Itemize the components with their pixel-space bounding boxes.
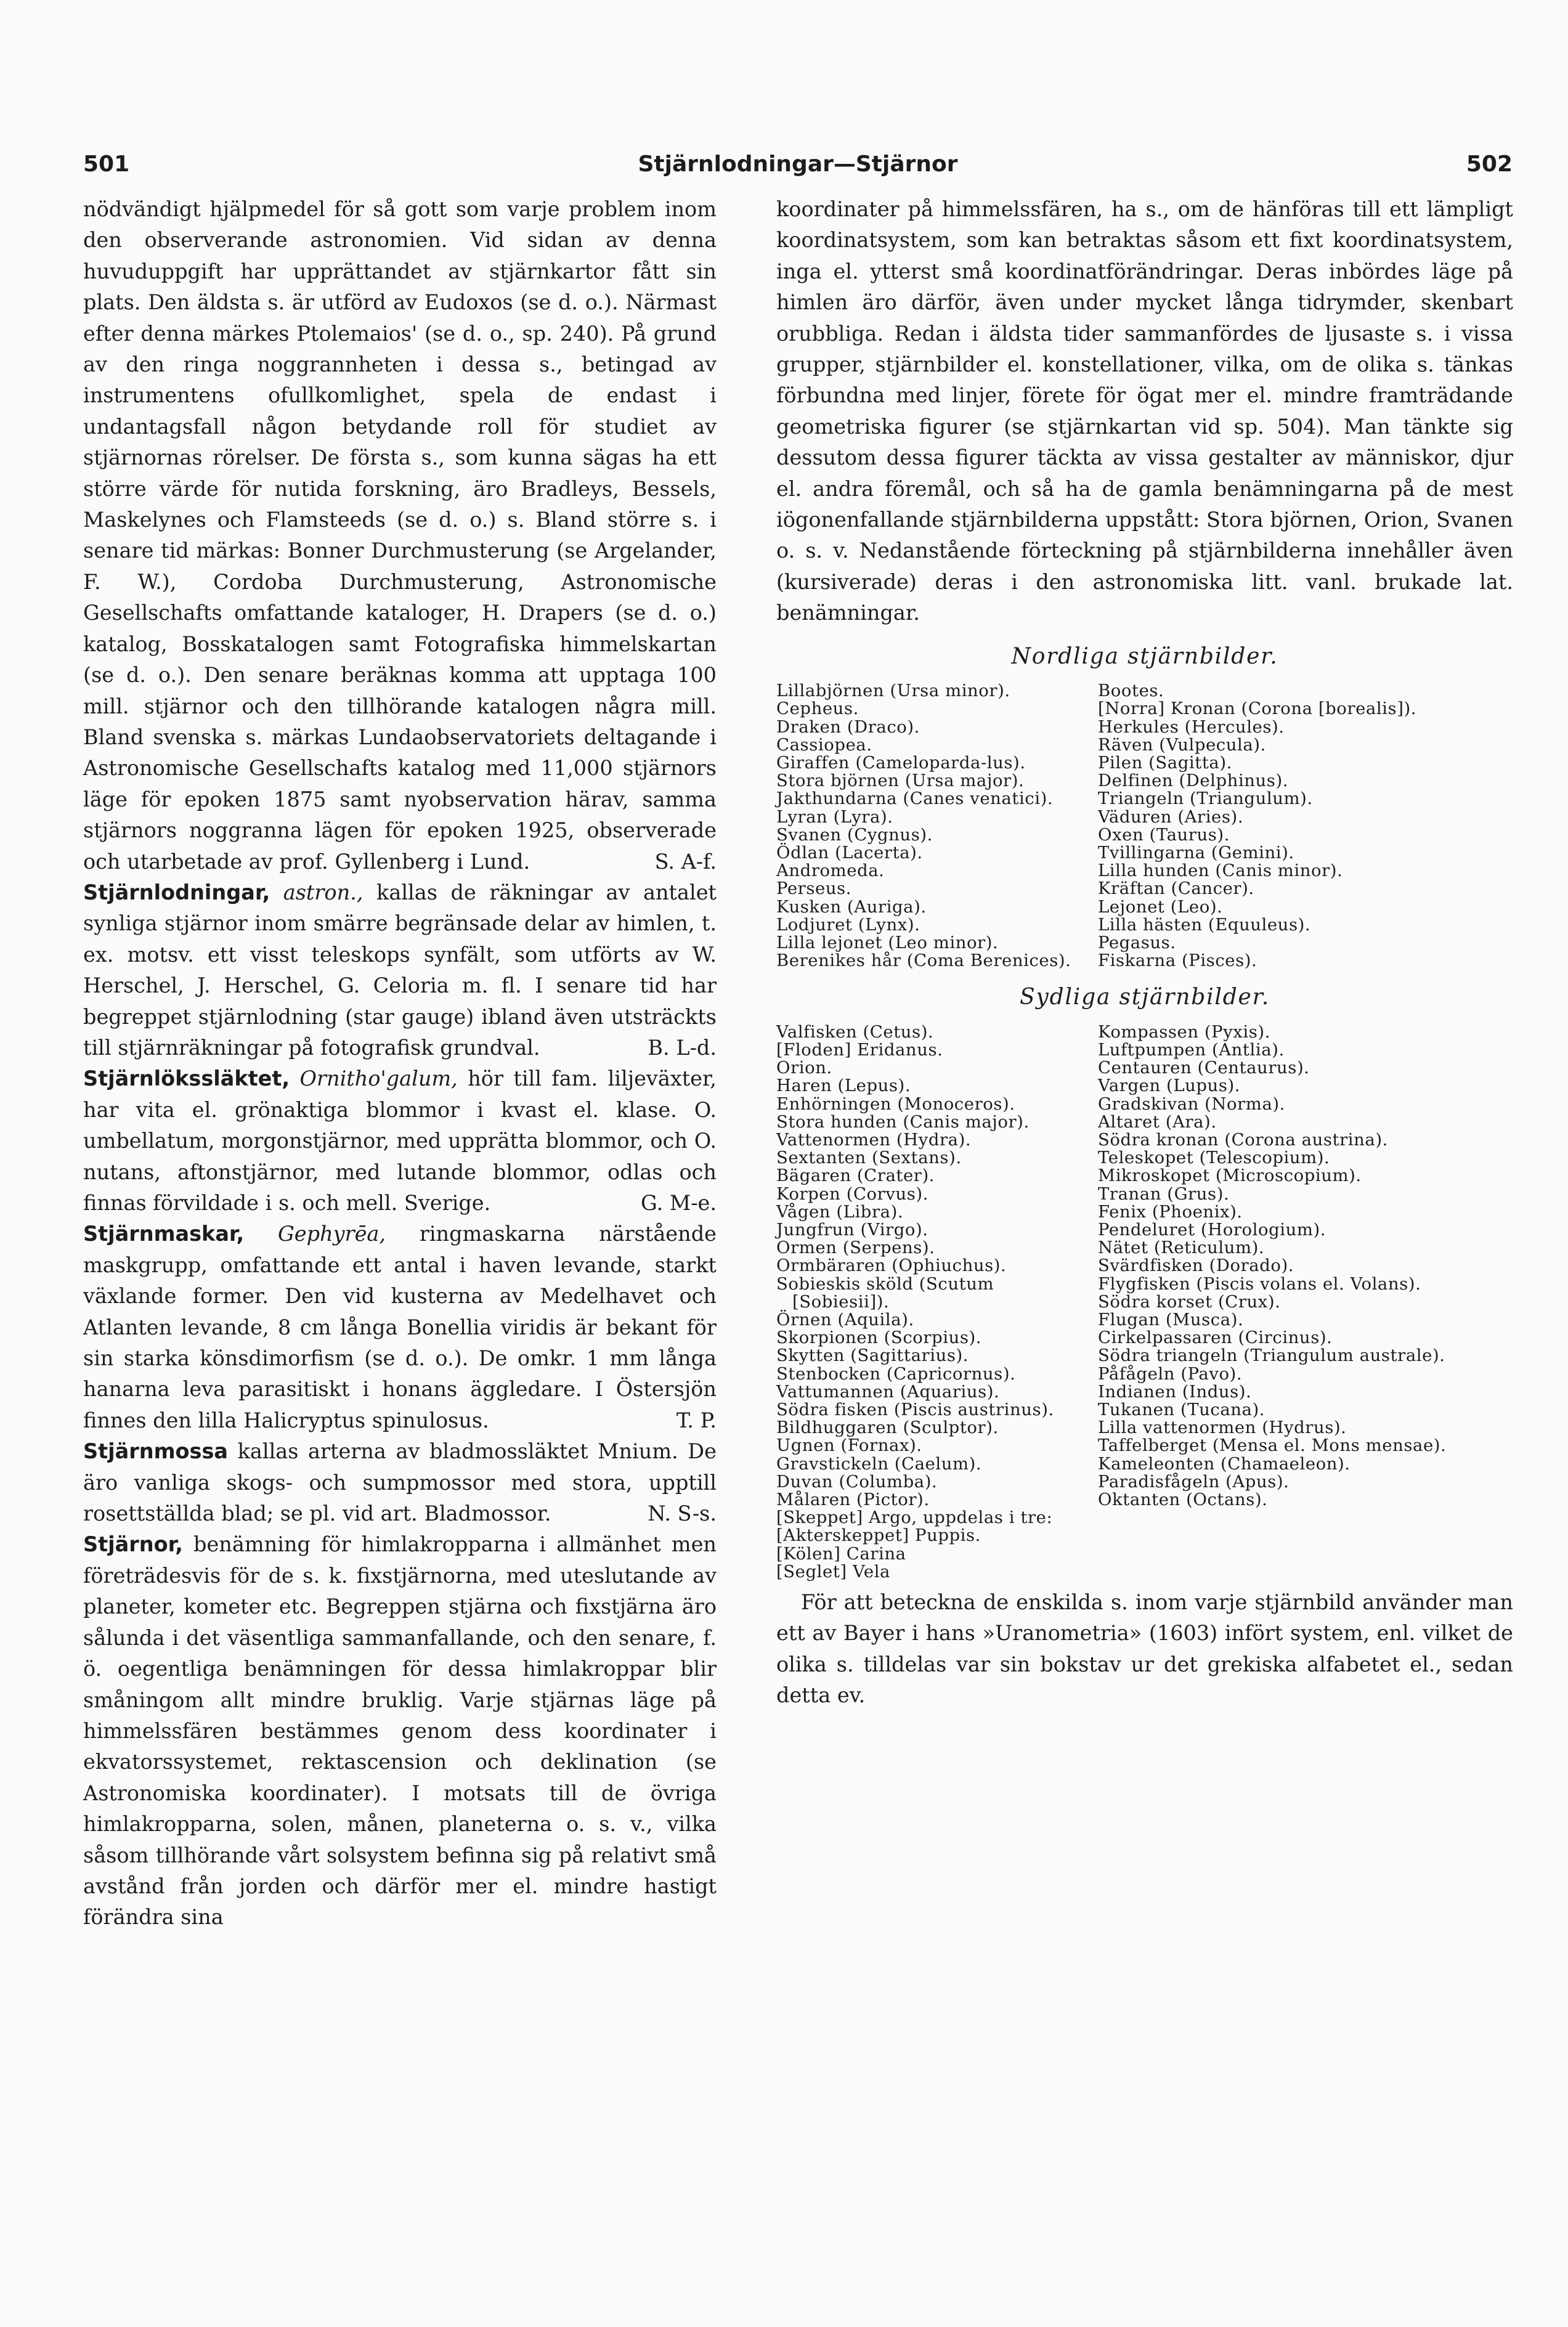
constellation-item: Sobieskis sköld (Scutum [Sobiesii]). (776, 1273, 994, 1312)
constellation-item: Mikroskopet (Microscopium). (1098, 1166, 1362, 1186)
constellation-item: Paradisfågeln (Apus). (1098, 1471, 1290, 1492)
constellation-item: Påfågeln (Pavo). (1098, 1363, 1243, 1384)
constellation-item: Kräftan (Cancer). (1098, 879, 1254, 899)
constellation-item: Tukanen (Tucana). (1098, 1400, 1265, 1420)
entry-text: kallas de räkningar av antalet synliga stjärnor inom smärre begränsade delar av himlen, t. ex. motsv. ett visst teleskops synfält, som utförts av W. Herschel, J. Herschel, G. Celoria m. fl. I senare tid har begreppet stjärnlodning (star gauge) ibland även utsträckts till stjärnräkningar på fotografisk grundval. (83, 880, 717, 1060)
constellation-item: Vågen (Libra). (776, 1201, 904, 1222)
constellation-item: Bildhuggaren (Sculptor). (776, 1418, 999, 1438)
constellation-item: Lejonet (Leo). (1098, 896, 1223, 917)
southern-caption: Sydliga stjärnbilder. (1020, 985, 1270, 1010)
constellation-item: Ugnen (Fornax). (776, 1436, 922, 1456)
northern-caption: Nordliga stjärnbilder. (1011, 643, 1278, 669)
constellation-item: Örnen (Aquila). (776, 1310, 914, 1330)
constellation-item: Flugan (Musca). (1098, 1310, 1244, 1330)
southern-left-list (776, 1023, 1077, 1581)
entry-stjarnmaskar (83, 1219, 717, 1436)
constellation-item: Orion. (776, 1058, 832, 1078)
page-header (83, 145, 1513, 182)
constellation-item: Södra kronan (Corona austrina). (1098, 1129, 1388, 1150)
entry-text: ringmaskarna närstående maskgrupp, omfattande ett antal i haven levande, starkt växlande former. Den vid kusterna av Medelhavet och Atlanten levande, 8 cm långa Bonellia viridis är bekant för sin starka könsdimorfism (se d. o.). De omkr. 1 mm långa hanarna leva parasitiskt i honans äggledare. I Östersjön finnes den lilla Halicryptus spinulosus. (83, 1222, 717, 1432)
constellation-item: [Akterskeppet] Puppis. (776, 1525, 981, 1546)
constellation-item: Flygfisken (Piscis volans el. Volans). (1098, 1273, 1421, 1294)
right-column (776, 194, 1513, 1712)
constellation-item: Tranan (Grus). (1098, 1184, 1230, 1204)
southern-constellations (776, 1023, 1513, 1581)
running-title: Stjärnlodningar—Stjärnor (638, 152, 958, 177)
entry-headword: Stjärnmossa (83, 1439, 229, 1464)
constellation-item: Fiskarna (Pisces). (1098, 951, 1257, 971)
constellation-item: Vattumannen (Aquarius). (776, 1381, 1000, 1402)
southern-right-list (1098, 1023, 1513, 1581)
constellation-item: Pendeluret (Horologium). (1098, 1219, 1326, 1240)
constellation-item: Teleskopet (Telescopium). (1098, 1148, 1330, 1168)
constellation-item: Cepheus. (776, 699, 859, 719)
constellation-item: Ormen (Serpens). (776, 1238, 935, 1258)
constellation-item: Kusken (Auriga). (776, 896, 927, 917)
constellation-item: Draken (Draco). (776, 717, 920, 737)
constellation-item: Räven (Vulpecula). (1098, 734, 1266, 755)
constellation-item: Duvan (Columba). (776, 1471, 938, 1492)
signature: B. L-d. (648, 1035, 717, 1060)
constellation-item: Oxen (Taurus). (1098, 824, 1230, 845)
northern-left-list (776, 682, 1077, 970)
constellation-item: Indianen (Indus). (1098, 1381, 1252, 1402)
entry-headword: Stjärnlodningar, (83, 880, 270, 904)
constellation-item: Södra fisken (Piscis austrinus). (776, 1400, 1054, 1420)
constellation-item: Oktanten (Octans). (1098, 1490, 1268, 1510)
constellation-item: Väduren (Aries). (1098, 806, 1244, 827)
constellation-item: Triangeln (Triangulum). (1098, 789, 1313, 809)
constellation-item: Luftpumpen (Antlia). (1098, 1039, 1285, 1060)
constellation-item: Lilla hästen (Equuleus). (1098, 914, 1311, 935)
left-column (83, 194, 717, 1933)
constellation-item: Svärdfisken (Dorado). (1098, 1256, 1294, 1276)
constellation-item: Lilla lejonet (Leo minor). (776, 932, 999, 952)
constellation-item: Målaren (Pictor). (776, 1490, 930, 1510)
constellation-item: Sextanten (Sextans). (776, 1148, 962, 1168)
constellation-item: Haren (Lepus). (776, 1076, 911, 1096)
entry-headword: Stjärnlökssläktet, (83, 1066, 290, 1091)
constellation-item: Kameleonten (Chamaeleon). (1098, 1453, 1351, 1474)
constellation-item: Korpen (Corvus). (776, 1184, 928, 1204)
constellation-item: Jungfrun (Virgo). (776, 1219, 928, 1240)
constellation-item: Lillabjörnen (Ursa minor). (776, 681, 1010, 701)
intro-text: nödvändigt hjälpmedel för så gott som varje problem inom den observerande astronomien. Vid sidan av denna huvuduppgift har upprättandet av stjärnkartor fått sin plats. Den äldsta s. är utförd av Eudoxos (se d. o.). Närmast efter denna märkes Ptolemaios' (se d. o., sp. 240). På grund av den ringa noggrannheten i dessa s., betingad av instrumentens ofullkomlighet, spela de endast i undantagsfall någon betydande roll för studiet av stjärnornas rörelser. De första s., som kunna sägas ha ett större värde för nutida forskning, äro Bradleys, Bessels, Maskelynes och Flamsteeds (se d. o.) s. Bland större s. i senare tid märkas: Bonner Durchmusterung (se Argelander, F. W.), Cordoba Durchmusterung, Astronomische Gesellschafts omfattande kataloger, H. Drapers (se d. o.) katalog, Bosskatalogen samt Fotografiska himmelskartan (se d. o.). Den senare beräknas komma att upptaga 100 mill. stjärnor och den tillhörande katalogen några mill. Bland svenska s. märkas Lundaobservatoriets deltagande i Astronomische Gesellschafts katalog med 11,000 stjärnors läge för epoken 1875 samt nyobservation härav, samma stjärnors noggranna lägen för epoken 1925, observerade och utarbetade av prof. Gyllenberg i Lund. (83, 197, 717, 874)
northern-right-list (1098, 682, 1513, 970)
constellation-item: Stora hunden (Canis major). (776, 1111, 1030, 1132)
constellation-item: [Seglet] Vela (776, 1561, 890, 1582)
entry-stjarnor (83, 1529, 717, 1933)
constellation-item: Altaret (Ara). (1098, 1111, 1217, 1132)
right-intro-paragraph: koordinater på himmelssfären, ha s., om de hänföras till ett lämpligt koordinatsystem, som kan betraktas såsom ett fixt koordinatsystem, inga el. ytterst små koordinatförändringar. Deras inbördes läge på himlen äro därför, även under mycket långa tidrymder, skenbart orubbliga. Redan i äldsta tider sammanfördes de ljusaste s. i vissa grupper, stjärnbilder el. konstellationer, vilka, om de olika s. tänkas förbundna med linjer, förete för ögat mer el. mindre framträdande geometriska figurer (se stjärnkartan vid sp. 504). Man tänkte sig dessutom dessa figurer täckta av vissa gestalter av människor, djur el. andra föremål, och så ha de gamla benämningarna på de mest iögonenfallande stjärnbilderna uppstått: Stora björnen, Orion, Svanen o. s. v. Nedanstående förteckning på stjärnbilderna innehåller även (kursiverade) deras i den astronomiska litt. vanl. brukade lat. benämningar. (776, 197, 1513, 625)
constellation-item: Cirkelpassaren (Circinus). (1098, 1328, 1333, 1348)
entry-headword: Stjärnor, (83, 1532, 183, 1557)
entry-subhead: astron., (283, 880, 364, 904)
constellation-item: Ödlan (Lacerta). (776, 842, 923, 863)
entry-text: kallas arterna av bladmossläktet Mnium. De äro vanliga skogs- och sumpmossor med stora, upptill rosettställda blad; se pl. vid art. Bladmossor. (83, 1439, 717, 1526)
entry-text: benämning för himlakropparna i allmänhet men företrädesvis för de s. k. fixstjärnorna, med uteslutande av planeter, kometer etc. Begreppen stjärna och fixstjärna äro sålunda i det väsentliga sammanfallande, och den senare, f. ö. oegentliga benämningen för dessa himlakroppar blir småningom allt mindre bruklig. Varje stjärnas läge på himmelssfären bestämmes genom dess koordinater i ekvatorssystemet, rektascension och deklination (se Astronomiska koordinater). I motsats till de övriga himlakropparna, solen, månen, planeterna o. s. v., vilka såsom tillhörande vårt solsystem befinna sig på relativt små avstånd från jorden och därför mer el. mindre hastigt förändra sina (83, 1532, 717, 1930)
constellation-item: Gravstickeln (Caelum). (776, 1453, 982, 1474)
constellation-item: Fenix (Phoenix). (1098, 1201, 1243, 1222)
closing-paragraph: För att beteckna de enskilda s. inom varje stjärnbild använder man ett av Bayer i hans »Uranometria» (1603) infört system, enl. vilket de olika s. tilldelas var sin bokstav ur det grekiska alfabetet el., sedan detta ev. (776, 1590, 1513, 1708)
signature: S. A-f. (654, 849, 717, 874)
constellation-item: Vattenormen (Hydra). (776, 1129, 972, 1150)
constellation-item: Valfisken (Cetus). (776, 1021, 934, 1042)
constellation-item: [Skeppet] Argo, uppdelas i tre: (776, 1508, 1053, 1528)
constellation-item: Svanen (Cygnus). (776, 824, 933, 845)
entry-stjarnlodningar (83, 877, 717, 1063)
page-number-left: 501 (83, 152, 130, 177)
constellation-item: [Norra] Kronan (Corona [borealis]). (1098, 699, 1417, 719)
constellation-item: Pilen (Sagitta). (1098, 752, 1232, 773)
constellation-item: Taffelberget (Mensa el. Mons mensae). (1098, 1436, 1447, 1456)
constellation-item: Andromeda. (776, 861, 885, 881)
constellation-item: Bootes. (1098, 681, 1164, 701)
constellation-item: Centauren (Centaurus). (1098, 1058, 1310, 1078)
signature: N. S-s. (648, 1501, 717, 1526)
constellation-item: Bägaren (Crater). (776, 1166, 935, 1186)
constellation-item: Perseus. (776, 879, 852, 899)
constellation-item: Lodjuret (Lynx). (776, 914, 920, 935)
constellation-item: Herkules (Hercules). (1098, 717, 1285, 737)
entry-headword: Stjärnmaskar, (83, 1222, 245, 1246)
constellation-item: Nätet (Reticulum). (1098, 1238, 1265, 1258)
constellation-item: Enhörningen (Monoceros). (776, 1094, 1015, 1114)
constellation-item: Skytten (Sagittarius). (776, 1346, 969, 1366)
entry-text: hör till fam. liljeväxter, har vita el. grönaktiga blommor i kvast el. klase. O. umbellatum, morgonstjärnor, med upprätta blommor, och O. nutans, aftonstjärnor, med lutande blommor, odlas och finnas förvildade i s. och mell. Sverige. (83, 1066, 717, 1215)
constellation-item: Södra korset (Crux). (1098, 1291, 1281, 1312)
constellation-item: Giraffen (Cameloparda-lus). (776, 752, 1026, 773)
constellation-item: Lilla hunden (Canis minor). (1098, 861, 1343, 881)
entry-subhead: Ornitho'galum, (299, 1066, 458, 1091)
constellation-item: Tvillingarna (Gemini). (1098, 842, 1294, 863)
constellation-item: Delfinen (Delphinus). (1098, 771, 1289, 791)
constellation-item: Pegasus. (1098, 932, 1176, 952)
northern-constellations (776, 682, 1513, 970)
constellation-item: Cassiopea. (776, 734, 872, 755)
entry-stjarnlokssläktet (83, 1063, 717, 1219)
entry-stjarnmossa (83, 1436, 717, 1529)
constellation-item: Södra triangeln (Triangulum australe). (1098, 1346, 1445, 1366)
constellation-item: [Kölen] Carina (776, 1543, 906, 1564)
constellation-item: Gradskivan (Norma). (1098, 1094, 1285, 1114)
constellation-item: Stenbocken (Capricornus). (776, 1363, 1016, 1384)
constellation-item: [Floden] Eridanus. (776, 1039, 943, 1060)
constellation-item: Vargen (Lupus). (1098, 1076, 1241, 1096)
constellation-item: Stora björnen (Ursa major). (776, 771, 1025, 791)
signature: G. M-e. (641, 1191, 717, 1215)
constellation-item: Lyran (Lyra). (776, 806, 893, 827)
page-number-right: 502 (1466, 152, 1513, 177)
constellation-item: Berenikes hår (Coma Berenices). (776, 951, 1071, 971)
intro-paragraph (83, 194, 717, 877)
constellation-item: Skorpionen (Scorpius). (776, 1328, 982, 1348)
constellation-item: Ormbäraren (Ophiuchus). (776, 1256, 1007, 1276)
constellation-item: Lilla vattenormen (Hydrus). (1098, 1418, 1347, 1438)
entry-subhead: Gephyrēa, (278, 1222, 386, 1246)
signature: T. P. (676, 1408, 717, 1432)
constellation-item: Jakthundarna (Canes venatici). (776, 789, 1054, 809)
constellation-item: Kompassen (Pyxis). (1098, 1021, 1270, 1042)
